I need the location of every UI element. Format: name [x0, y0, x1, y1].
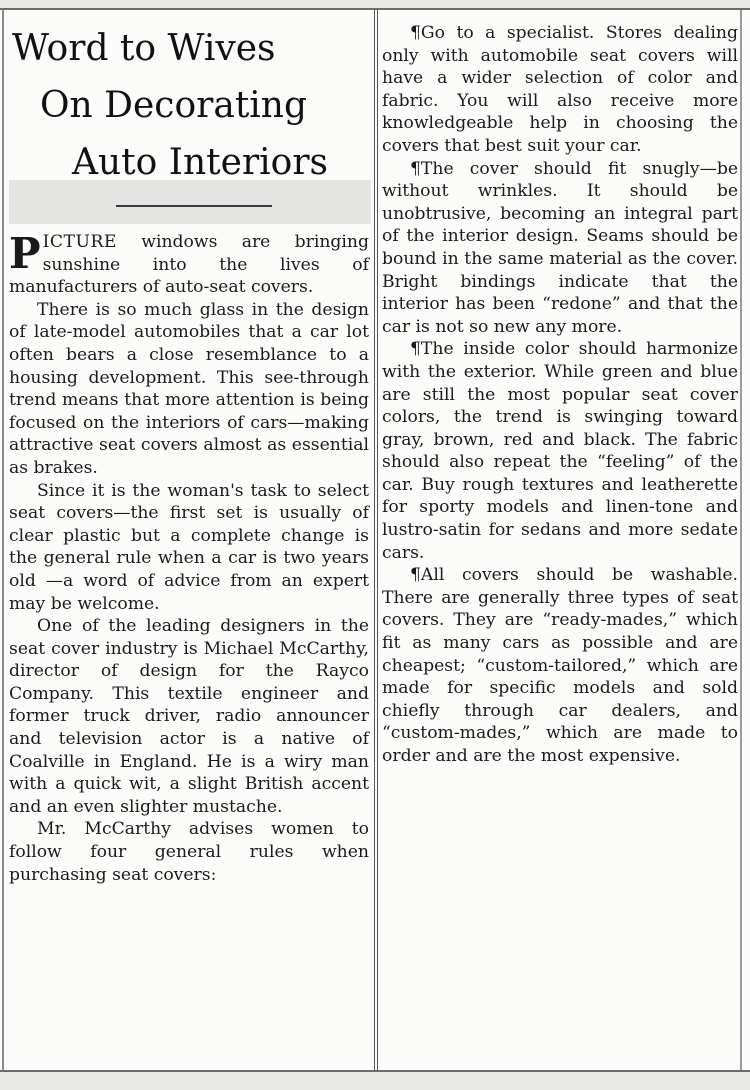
bottom-border [0, 1070, 750, 1090]
rule-paragraph-1: ¶Go to a specialist. Stores dealing only with automobile seat covers will have a wider selection of color and fabric. You will also receive more knowledgeable help in choosing the covers that best suit your car. [382, 23, 738, 156]
headline [9, 20, 369, 191]
top-border [0, 0, 750, 10]
rule-paragraph-2: ¶The cover should fit snugly—be without wrinkles. It should be unobtrusive, becoming an integral part of the interior design. Seams should be bound in the same material as the cover. Bright bindings indicate that the interior has been “redone” and that the car is not so new any more. [382, 158, 738, 337]
headline-line-3: Auto Interiors [72, 142, 329, 183]
paragraph-1-text: windows are bringing sunshine into the lives of manufacturers of auto-seat covers. [9, 232, 369, 298]
left-column [9, 231, 369, 886]
drop-cap: P [9, 229, 41, 278]
headline-ornament-rule [116, 205, 272, 207]
left-border [2, 10, 4, 1070]
paragraph-4: One of the leading designers in the seat cover industry is Michael McCarthy, director of design for the Rayco Company. This textile engineer and former truck driver, radio announcer and television actor is a native of Coalville in England. He is a wiry man with a quick wit, a slight British accent and an even slighter mustache. [9, 616, 369, 817]
paragraph-5: Mr. McCarthy advises women to follow four general rules when purchasing seat covers: [9, 819, 369, 885]
rule-paragraph-3: ¶The inside color should harmonize with the exterior. While green and blue are still the most popular seat cover colors, the trend is swinging toward gray, brown, red and black. The fabric should also repeat the “feeling” of the car. Buy rough textures and leatherette for sporty models and linen-tone and lustro-satin for sedans and more sedate cars. [382, 339, 738, 563]
rule-paragraph-4: ¶All covers should be washable. There are generally three types of seat covers. They are “ready-mades,” which fit as many cars as possible and are cheapest; “custom-tailored,” which are made for specific models and sold chiefly through car dealers, and “custom-mades,” which are made to order and are the most expensive. [382, 565, 738, 766]
paragraph-3: Since it is the woman's task to select seat covers—the first set is usually of clear plastic but a complete change is the general rule when a car is two years old —a word of advice from an expert may be welcome. [9, 480, 369, 614]
right-border [740, 10, 742, 1070]
headline-line-2: On Decorating [40, 85, 308, 126]
paragraph-1 [9, 231, 369, 299]
paragraph-2: There is so much glass in the design of late-model automobiles that a car lot often bears a close resemblance to a housing development. This see-through trend means that more attention is being focused on the interiors of cars—making attractive seat covers almost as essential as brakes. [9, 299, 369, 478]
right-column [382, 22, 738, 768]
first-word-rest: ICTURE [42, 232, 117, 252]
headline-line-1: Word to Wives [12, 28, 276, 69]
column-divider [374, 10, 378, 1070]
